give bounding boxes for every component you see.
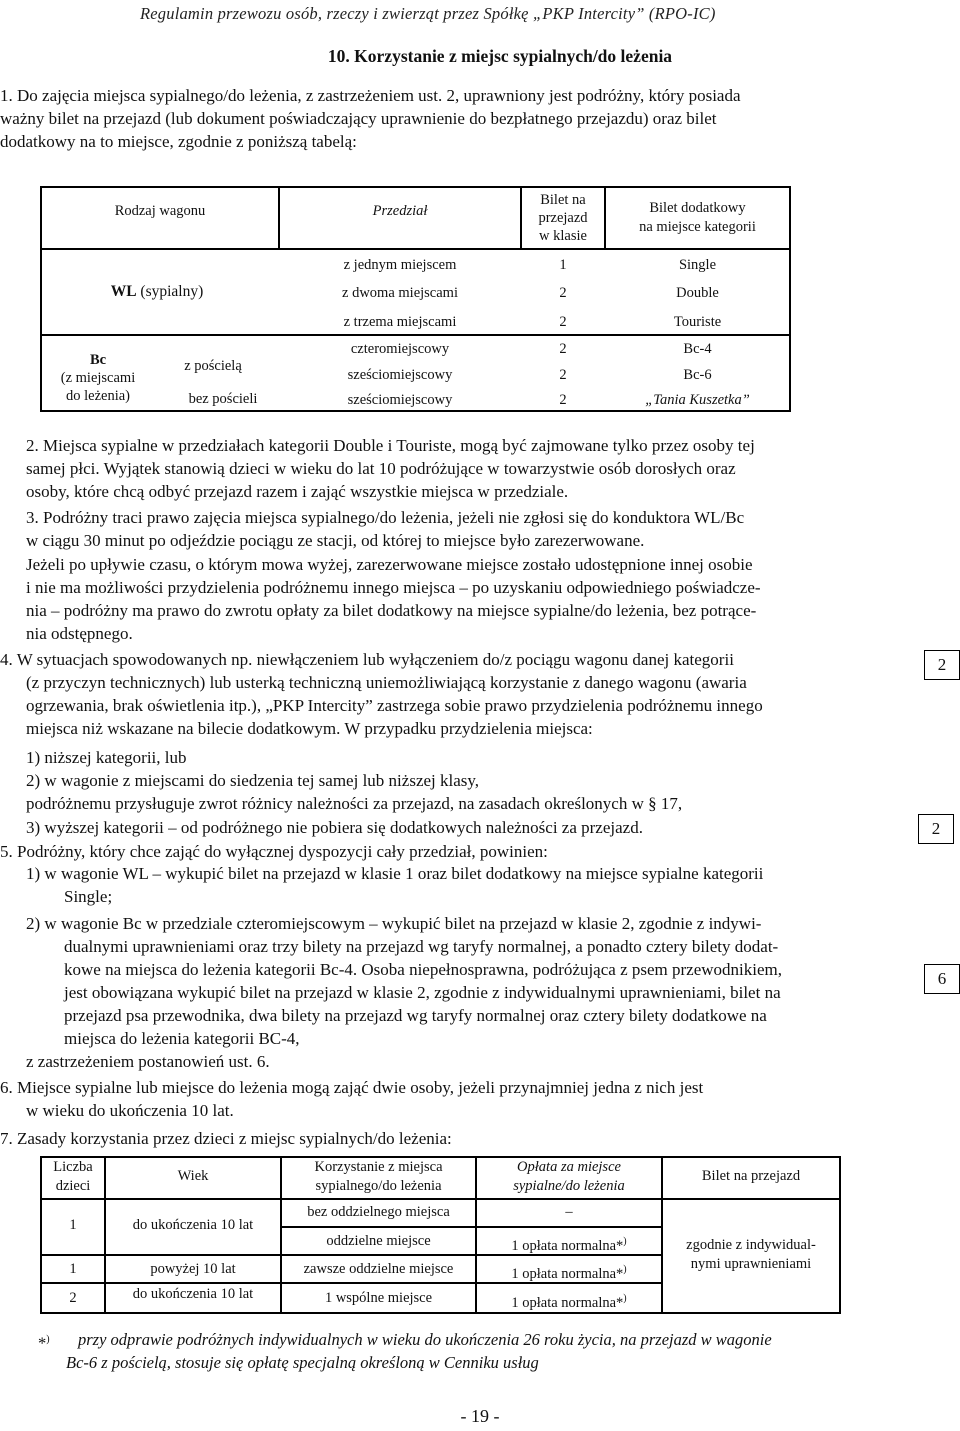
running-header: Regulamin przewozu osób, rzeczy i zwierząt przez Spółkę „PKP Intercity” (RPO-IC): [140, 4, 716, 23]
t2-r2-oplata: 1 opłata normalna*: [511, 1265, 624, 1282]
p1-line1: 1. Do zajęcia miejsca sypialnego/do leżenia, z zastrzeżeniem ust. 2, uprawniony jest podróżny, który posiada: [0, 86, 741, 105]
t2-r1b-oplata-cell: [477, 1232, 661, 1256]
p4-line3: ogrzewania, brak oświetlenia itp.), „PKP Intercity” zastrzega sobie prawo przydzielenia podróżnemu innego: [26, 696, 763, 715]
margin-note-3: 6: [924, 964, 960, 994]
t2-r3-sup: ): [623, 1293, 627, 1304]
t2-r1b-korz: oddzielne miejsce: [326, 1233, 431, 1249]
p4-item2: 2) w wagonie z miejscami do siedzenia tej samej lub niższej klasy,: [26, 771, 480, 790]
p6-line2: w wieku do ukończenia 10 lat.: [26, 1101, 234, 1120]
t2-bilet1: zgodnie z indywidual-: [686, 1237, 816, 1253]
p4-item3: 3) wyższej kategorii – od podróżnego nie pobiera się dodatkowych należności za przejazd.: [26, 818, 643, 837]
t2-r1-liczba: 1: [69, 1217, 77, 1233]
t1-r5-przedzial: sześciomiejscowy: [347, 367, 453, 383]
t1-r5-klasa: 2: [559, 367, 567, 383]
section-title: [0, 46, 960, 67]
p5-line1: 5. Podróżny, który chce zająć do wyłącznej dyspozycji cały przedział, powinien:: [0, 842, 548, 861]
t2-r1b-sup: ): [623, 1236, 627, 1247]
p4-item1: 1) niższej kategorii, lub: [26, 748, 187, 767]
footnote: [40, 1328, 924, 1374]
t1-r1-przedzial: z jednym miejscem: [343, 257, 457, 273]
p5-i2-line5: przejazd psa przewodnika, dwa bilety na przejazd wg taryfy normalnej oraz cztery bilety dodatkowe na: [64, 1006, 767, 1025]
t2-h-wiek: Wiek: [177, 1168, 209, 1184]
t2-h-liczba1: Liczba: [53, 1159, 93, 1175]
p5-i2-line1: 2) w wagonie Bc w przedziale czteromiejscowym – wykupić bilet na przejazd w klasie 2, zgodnie z indywi-: [26, 914, 762, 933]
margin-note-2: 2: [918, 814, 954, 844]
t1-wl-bold: WL: [110, 283, 137, 300]
footnote-sup: ): [46, 1334, 50, 1345]
t1-r4-przedzial: czteromiejscowy: [350, 341, 450, 357]
t2-r2-korz: zawsze oddzielne miejsce: [303, 1261, 454, 1277]
t1-bc-line2: (z miejscami: [60, 370, 136, 386]
t1-hline-header: [40, 248, 791, 250]
t1-r2-przedzial: z dwoma miejscami: [342, 285, 458, 301]
t2-r2-sup: ): [623, 1264, 627, 1275]
p7-line1: 7. Zasady korzystania przez dzieci z miejsc sypialnych/do leżenia:: [0, 1129, 452, 1148]
t2-h-korz2: sypialnego/do leżenia: [315, 1178, 442, 1194]
t1-h-bilet3: w klasie: [539, 228, 587, 244]
t2-r3-korz: 1 wspólne miejsce: [324, 1290, 433, 1306]
p3-line4: i nie ma możliwości przydzielenia podróżnemu innego miejsca – po uzyskaniu odpowiedniego poświadcze-: [26, 578, 761, 597]
t1-h-bilet1: Bilet na: [540, 192, 586, 208]
t2-r3-wiek: do ukończenia 10 lat: [132, 1286, 254, 1302]
t2-h-oplata1: Opłata za miejsce: [517, 1159, 621, 1175]
t1-bc-line3: do leżenia): [65, 388, 130, 404]
t1-wl-label: [42, 283, 272, 300]
t2-r2-oplata-cell: [477, 1260, 661, 1284]
p1-line2: ważny bilet na przejazd (lub dokument poświadczający uprawnienie do bezpłatnego przejazdu) oraz bilet: [0, 109, 717, 128]
p3-line3: Jeżeli po upływie czasu, o którym mowa wyżej, zarezerwowane miejsce zostało udostępnione innej osobie: [26, 555, 753, 574]
p5-i1-line1: 1) w wagonie WL – wykupić bilet na przejazd w klasie 1 oraz bilet dodatkowy na miejsce sypialne kategorii: [26, 864, 764, 883]
p3-line6: nia odstępnego.: [26, 624, 133, 643]
t2-r3-oplata: 1 opłata normalna*: [511, 1294, 624, 1311]
p5-i2-line2: dualnymi uprawnieniami oraz trzy bilety na przejazd wg taryfy normalnej, a ponadto cztery bilety dodat-: [64, 937, 779, 956]
t2-hline-r1: [280, 1226, 661, 1228]
p4-line2: (z przyczyn technicznych) lub usterką techniczną uniemożliwiającą korzystanie z danego wagonu (awaria: [26, 673, 747, 692]
t2-h-oplata2: sypialne/do leżenia: [513, 1178, 625, 1194]
footnote-marker: *: [38, 1333, 47, 1353]
t1-h-bilet2: przejazd: [538, 210, 588, 226]
t1-h-dod2: na miejsce kategorii: [639, 219, 756, 235]
t2-r2-wiek: powyżej 10 lat: [150, 1261, 236, 1277]
t1-r6-przedzial: sześciomiejscowy: [347, 392, 453, 408]
page-number: - 19 -: [460, 1406, 500, 1426]
section-title-text: 10. Korzystanie z miejsc sypialnych/do leżenia: [327, 46, 673, 66]
p5-i1-line2: Single;: [64, 887, 113, 906]
footnote-marker-wrap: [38, 1328, 50, 1355]
t1-h-wagon: Rodzaj wagonu: [114, 203, 206, 219]
footnote-line2: Bc-6 z pościelą, stosuje się opłatę specjalną określoną w Cenniku usług: [66, 1353, 539, 1372]
p3-line5: nia – podróżny ma prawo do zwrotu opłaty za bilet dodatkowy na miejsce sypialne/do leżenia, bez potrące-: [26, 601, 757, 620]
p2-line2: samej płci. Wyjątek stanowią dzieci w wieku do lat 10 podróżujące w towarzystwie osób dorosłych oraz: [26, 459, 736, 478]
t1-bez-poscieli: bez pościeli: [188, 391, 258, 407]
t2-r1-wiek: do ukończenia 10 lat: [132, 1217, 254, 1233]
t1-wl-rest: (sypialny): [136, 283, 204, 300]
t2-h-bilet: Bilet na przejazd: [701, 1168, 801, 1184]
t2-hline-header: [40, 1198, 841, 1200]
t1-r3-przedzial: z trzema miejscami: [343, 314, 457, 330]
t2-r1a-oplata: –: [565, 1204, 573, 1220]
p4-item-text: podróżnemu przysługuje zwrot różnicy należności za przejazd, na zasadach określonych w § 17,: [26, 794, 683, 813]
p5-closing: z zastrzeżeniem postanowień ust. 6.: [26, 1052, 270, 1071]
t2-h-korz1: Korzystanie z miejsca: [314, 1159, 443, 1175]
p2-line3: osoby, które chcą odbyć przejazd razem i zająć wszystkie miejsca w przedziale.: [26, 482, 569, 501]
p3-line2: w ciągu 30 minut po odjeździe pociągu ze stacji, od której to miejsce było zarezerwowane.: [26, 531, 645, 550]
p6-line1: 6. Miejsce sypialne lub miejsce do leżenia mogą zająć dwie osoby, jeżeli przynajmniej jedna z nich jest: [0, 1078, 704, 1097]
t1-r5-kategoria: Bc-6: [683, 367, 712, 383]
p4-line4: miejsca niż wskazane na bilecie dodatkowym. W przypadku przydzielenia miejsca:: [26, 719, 593, 738]
p5-i2-line3: kowe na miejsca do leżenia kategorii Bc-4. Osoba niepełnosprawna, podróżująca z psem przewodnikiem,: [64, 960, 782, 979]
p3-line1: 3. Podróżny traci prawo zajęcia miejsca sypialnego/do leżenia, jeżeli nie zgłosi się do konduktora WL/Bc: [26, 508, 745, 527]
t2-r2-liczba: 1: [69, 1261, 77, 1277]
t1-r4-klasa: 2: [559, 341, 567, 357]
t1-r6-klasa: 2: [559, 392, 567, 408]
t2-r3-liczba: 2: [69, 1290, 77, 1306]
t1-r2-klasa: 2: [559, 285, 567, 301]
t1-h-przedzial: Przedział: [372, 203, 428, 219]
margin-note-1: 2: [924, 650, 960, 680]
t2-bilet2: nymi uprawnieniami: [690, 1256, 812, 1272]
p1-line3: dodatkowy na to miejsce, zgodnie z poniższą tabelą:: [0, 132, 357, 151]
t2-h-liczba2: dzieci: [55, 1178, 91, 1194]
t1-r6-kategoria: „Tania Kuszetka”: [645, 392, 750, 408]
t1-z-posciela: z pościelą: [184, 358, 242, 374]
footnote-line1: przy odprawie podróżnych indywidualnych w wieku do ukończenia 26 roku życia, na przejazd w wagonie: [78, 1330, 772, 1349]
t1-r3-kategoria: Touriste: [673, 314, 722, 330]
t1-r3-klasa: 2: [559, 314, 567, 330]
t1-hline-bc: [40, 334, 791, 336]
p5-i2-line6: miejsca do leżenia kategorii BC-4,: [64, 1029, 300, 1048]
t1-r1-klasa: 1: [559, 257, 567, 273]
t1-bc-bold: Bc: [89, 352, 107, 368]
t2-r1b-oplata: 1 opłata normalna*: [511, 1237, 624, 1254]
p5-i2-line4: jest obowiązana wykupić bilet na przejazd w klasie 2, zgodnie z indywidualnymi uprawnieniami, bilet na: [64, 983, 781, 1002]
t2-r1a-korz: bez oddzielnego miejsca: [307, 1204, 450, 1220]
t1-r4-kategoria: Bc-4: [683, 341, 712, 357]
t1-vline-c: [604, 186, 606, 250]
t1-h-dod1: Bilet dodatkowy: [649, 200, 746, 216]
t1-r1-kategoria: Single: [678, 257, 717, 273]
p2-line1: 2. Miejsca sypialne w przedziałach kategorii Double i Touriste, mogą być zajmowane tylko przez osoby tej: [26, 436, 755, 455]
p4-line1: 4. W sytuacjach spowodowanych np. niewłączeniem lub wyłączeniem do/z pociągu wagonu danej kategorii: [0, 650, 734, 669]
t2-r3-oplata-cell: [477, 1289, 661, 1313]
t1-r2-kategoria: Double: [676, 285, 719, 301]
